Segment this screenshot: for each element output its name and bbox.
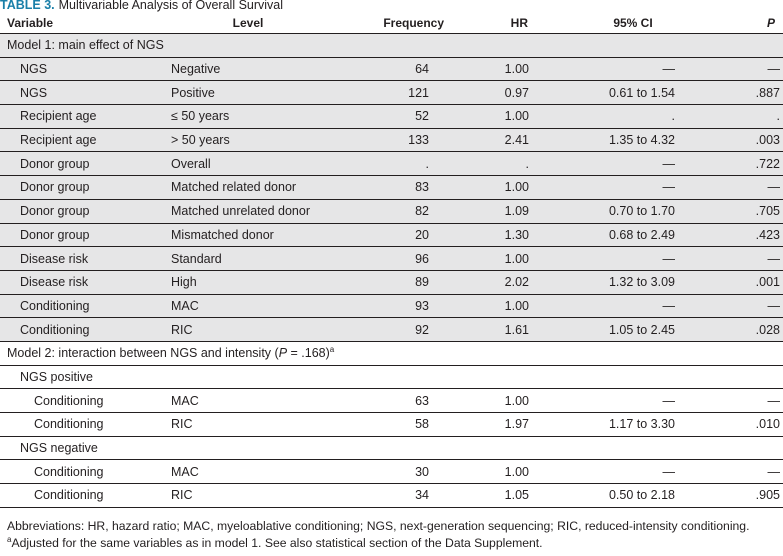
cell-level: High — [169, 270, 367, 294]
cell-hr: 1.97 — [474, 413, 554, 437]
table-caption — [0, 0, 783, 12]
cell-hr: 2.41 — [474, 128, 554, 152]
cell-p: — — [712, 389, 783, 413]
cell-variable: Donor group — [0, 176, 169, 200]
table-row — [0, 223, 783, 247]
cell-hr: 1.61 — [474, 318, 554, 342]
cell-hr: 1.00 — [474, 389, 554, 413]
table-title: Multivariable Analysis of Overall Survival — [58, 0, 284, 12]
cell-hr: 1.30 — [474, 223, 554, 247]
cell-variable: Disease risk — [0, 247, 169, 271]
header-frequency: Frequency — [367, 12, 474, 34]
cell-ci: — — [554, 389, 712, 413]
cell-variable: Donor group — [0, 223, 169, 247]
cell-hr: 1.00 — [474, 460, 554, 484]
cell-level: > 50 years — [169, 128, 367, 152]
table-row — [0, 294, 783, 318]
cell-variable: Recipient age — [0, 105, 169, 129]
cell-ci: — — [554, 57, 712, 81]
cell-frequency: 121 — [367, 81, 474, 105]
table-row — [0, 105, 783, 129]
section-row-model-1 — [0, 34, 783, 58]
header-p: P — [712, 12, 783, 34]
cell-ci: — — [554, 460, 712, 484]
section-label: Model 1: main effect of NGS — [0, 34, 783, 58]
cell-variable: Donor group — [0, 152, 169, 176]
cell-level: RIC — [169, 413, 367, 437]
cell-p: .010 — [712, 413, 783, 437]
model-2-label-pre: Model 2: interaction between NGS and intensity ( — [7, 346, 279, 361]
cell-p: .887 — [712, 81, 783, 105]
table-row — [0, 413, 783, 437]
cell-ci: 1.35 to 4.32 — [554, 128, 712, 152]
cell-frequency: 30 — [367, 460, 474, 484]
cell-ci: 0.50 to 2.18 — [554, 484, 712, 508]
cell-level: MAC — [169, 460, 367, 484]
subgroup-label: NGS positive — [0, 365, 783, 389]
cell-ci: 1.32 to 3.09 — [554, 270, 712, 294]
cell-p: — — [712, 176, 783, 200]
cell-p: .705 — [712, 199, 783, 223]
cell-ci: 0.68 to 2.49 — [554, 223, 712, 247]
cell-level: Positive — [169, 81, 367, 105]
table-row — [0, 81, 783, 105]
header-variable: Variable — [0, 12, 169, 34]
cell-variable: Conditioning — [0, 318, 169, 342]
footnote-marker: a — [329, 345, 335, 355]
cell-frequency: 133 — [367, 128, 474, 152]
cell-ci: — — [554, 294, 712, 318]
results-table — [0, 12, 783, 508]
table-footnotes — [0, 518, 783, 552]
cell-frequency: 83 — [367, 176, 474, 200]
cell-level: Negative — [169, 57, 367, 81]
footnote-marker: a — [7, 534, 12, 544]
model-2-label-p: P — [278, 346, 288, 361]
cell-ci: 1.05 to 2.45 — [554, 318, 712, 342]
cell-hr: 1.00 — [474, 176, 554, 200]
table-row — [0, 57, 783, 81]
cell-hr: 1.00 — [474, 105, 554, 129]
cell-level: MAC — [169, 389, 367, 413]
cell-hr: 1.00 — [474, 294, 554, 318]
subgroup-label: NGS negative — [0, 436, 783, 460]
cell-variable: NGS — [0, 81, 169, 105]
cell-frequency: 93 — [367, 294, 474, 318]
cell-level: ≤ 50 years — [169, 105, 367, 129]
header-ci: 95% CI — [554, 12, 712, 34]
cell-variable: Donor group — [0, 199, 169, 223]
cell-level: Standard — [169, 247, 367, 271]
cell-p: .001 — [712, 270, 783, 294]
adjustment-note-text: Adjusted for the same variables as in model 1. See also statistical section of the Data Supplement. — [11, 535, 543, 550]
cell-level: Matched unrelated donor — [169, 199, 367, 223]
header-row — [0, 12, 783, 34]
cell-ci: — — [554, 176, 712, 200]
table-label: TABLE 3. — [0, 0, 55, 12]
cell-hr: 1.05 — [474, 484, 554, 508]
cell-variable: NGS — [0, 57, 169, 81]
cell-hr: 1.00 — [474, 57, 554, 81]
cell-ci: — — [554, 152, 712, 176]
cell-p: . — [712, 105, 783, 129]
section-label — [0, 341, 783, 365]
cell-hr: 0.97 — [474, 81, 554, 105]
cell-ci: 0.70 to 1.70 — [554, 199, 712, 223]
table-row — [0, 389, 783, 413]
cell-frequency: 82 — [367, 199, 474, 223]
cell-hr: . — [474, 152, 554, 176]
table-row — [0, 270, 783, 294]
model-2-label-post: = .168) — [287, 346, 330, 361]
table-row — [0, 176, 783, 200]
cell-level: Mismatched donor — [169, 223, 367, 247]
cell-frequency: . — [367, 152, 474, 176]
header-level: Level — [169, 12, 367, 34]
abbreviations-note: Abbreviations: HR, hazard ratio; MAC, myeloablative conditioning; NGS, next-generation sequencing; RIC, reduced-intensity conditioning. — [7, 518, 750, 533]
table-row — [0, 128, 783, 152]
cell-hr: 2.02 — [474, 270, 554, 294]
cell-variable: Disease risk — [0, 270, 169, 294]
cell-frequency: 34 — [367, 484, 474, 508]
cell-variable: Conditioning — [0, 460, 169, 484]
cell-variable: Conditioning — [0, 294, 169, 318]
cell-frequency: 96 — [367, 247, 474, 271]
cell-p: .423 — [712, 223, 783, 247]
subgroup-row — [0, 436, 783, 460]
cell-ci: 0.61 to 1.54 — [554, 81, 712, 105]
cell-variable: Conditioning — [0, 413, 169, 437]
section-row-model-2 — [0, 341, 783, 365]
cell-frequency: 89 — [367, 270, 474, 294]
table-row — [0, 484, 783, 508]
table-row — [0, 152, 783, 176]
cell-p: .722 — [712, 152, 783, 176]
table-row — [0, 247, 783, 271]
cell-frequency: 52 — [367, 105, 474, 129]
cell-ci: . — [554, 105, 712, 129]
cell-variable: Recipient age — [0, 128, 169, 152]
cell-frequency: 63 — [367, 389, 474, 413]
table-row — [0, 318, 783, 342]
cell-level: MAC — [169, 294, 367, 318]
cell-ci: — — [554, 247, 712, 271]
cell-frequency: 64 — [367, 57, 474, 81]
cell-frequency: 58 — [367, 413, 474, 437]
cell-p: — — [712, 247, 783, 271]
cell-frequency: 20 — [367, 223, 474, 247]
cell-hr: 1.09 — [474, 199, 554, 223]
cell-p: — — [712, 460, 783, 484]
cell-p: — — [712, 57, 783, 81]
cell-p: .003 — [712, 128, 783, 152]
cell-variable: Conditioning — [0, 389, 169, 413]
cell-p: .028 — [712, 318, 783, 342]
subgroup-row — [0, 365, 783, 389]
header-hr: HR — [474, 12, 554, 34]
cell-level: RIC — [169, 484, 367, 508]
cell-level: Matched related donor — [169, 176, 367, 200]
table-row — [0, 199, 783, 223]
cell-level: Overall — [169, 152, 367, 176]
cell-hr: 1.00 — [474, 247, 554, 271]
cell-variable: Conditioning — [0, 484, 169, 508]
cell-ci: 1.17 to 3.30 — [554, 413, 712, 437]
cell-frequency: 92 — [367, 318, 474, 342]
table-row — [0, 460, 783, 484]
cell-p: .905 — [712, 484, 783, 508]
cell-p: — — [712, 294, 783, 318]
cell-level: RIC — [169, 318, 367, 342]
adjustment-note — [7, 535, 783, 552]
